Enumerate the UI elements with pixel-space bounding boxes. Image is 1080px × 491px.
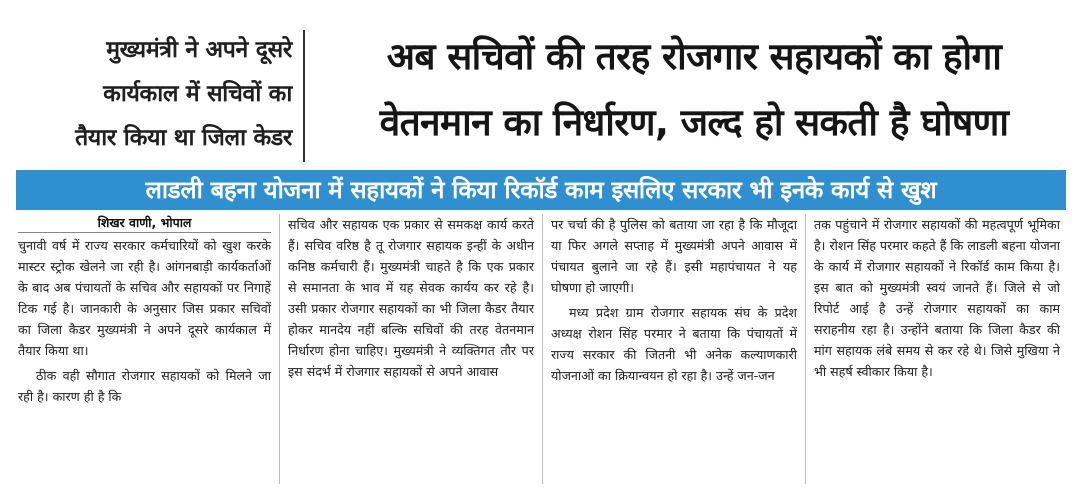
paragraph: मध्य प्रदेश ग्राम रोजगार सहायक संघ के प्रदेश अध्यक्ष रोशन सिंह परमार ने बताया कि पंचायतों में राज्य सरकार की जितनी भी अनेक कल्याणकारी योजनाओं का क्रियान्वयन हो रहा है। उन्हें जन-जन bbox=[551, 305, 797, 383]
article-column-2 bbox=[279, 214, 542, 484]
paragraph: सचिव और सहायक एक प्रकार से समकक्ष कार्य करते हैं। सचिव वरिष्ठ है तू रोजगार सहायक इन्हीं के अधीन कनिष्ठ कर्मचारी हैं। मुख्यमंत्री चाहते है कि एक प्रकार से समानता के भाव में यह सेवक कार्यय कर रहे है। उसी प्रकार रोजगार सहायकों का भी जिला कैडर तैयार होकर मानदेय नहीं बल्कि सचिवों की तरह वेतनमान निर्धारण होना चाहिए। मुख्यमंत्री ने व्यक्तिगत तौर पर इस संदर्भ में रोजगार सहायकों से अपने आवास bbox=[288, 217, 534, 379]
side-headline-line-2: कार्यकाल में सचिवों का bbox=[103, 81, 292, 107]
paragraph: तक पहुंचाने में रोजगार सहायकों की महत्वपूर्ण भूमिका है। रोशन सिंह परमार कहते हैं कि लाडली बहना योजना के कार्य में रोजगार सहायकों ने रिकॉर्ड काम किया है। इस बात को मुख्यमंत्री स्वयं जानते हैं। जिले से जो रिपोर्ट आई है उन्हें रोजगार सहायकों का काम सराहनीय रहा है। उन्होंने बताया कि जिला कैडर की मांग सहायक लंबे समय से कर रहे थे। जिसे मुखिया ने भी सहर्ष स्वीकार किया है। bbox=[814, 217, 1060, 379]
paragraph: ठीक वही सौगात रोजगार सहायकों को मिलने जा रही है। कारण ही है कि bbox=[18, 368, 271, 404]
article-column-1 bbox=[16, 214, 279, 484]
article-body bbox=[16, 214, 1068, 484]
main-headline-line-2: वेतनमान का निर्धारण, जल्द हो सकती है घोषणा bbox=[379, 101, 1009, 144]
paragraph: पर चर्चा की है पुलिस को बताया जा रहा है कि मौजूदा या फिर अगले सप्ताह में मुख्यमंत्री अपने आवास में पंचायत बुलाने जा रहे हैं। इसी महापंचायत ने यह घोषणा हो जाएगी। bbox=[551, 217, 797, 295]
article-column-3 bbox=[542, 214, 805, 484]
main-headline-line-1: अब सचिवों की तरह रोजगार सहायकों का होगा bbox=[386, 35, 1002, 78]
byline: शिखर वाणी, भोपाल bbox=[18, 214, 271, 233]
subheadline-banner: लाडली बहना योजना में सहायकों ने किया रिकॉर्ड काम इसलिए सरकार भी इनके कार्य से खुश bbox=[16, 170, 1066, 210]
vertical-divider bbox=[303, 30, 305, 162]
paragraph: चुनावी वर्ष में राज्य सरकार कर्मचारियों को खुश करके मास्टर स्ट्रोक खेलने जा रही है। आंगनबाड़ी कार्यकर्ताओं के बाद अब पंचायतों के सचिव और सहायकों पर निगाहें टिक गई है। जानकारी के अनुसार जिस प्रकार सचिवों का जिला कैडर मुख्यमंत्री ने अपने दूसरे कार्यकाल में तैयार किया था। bbox=[18, 238, 271, 358]
side-headline bbox=[10, 28, 292, 168]
side-headline-line-3: तैयार किया था जिला केडर bbox=[75, 125, 292, 151]
side-headline-line-1: मुख्यमंत्री ने अपने दूसरे bbox=[106, 37, 292, 63]
article-column-4 bbox=[805, 214, 1068, 484]
main-headline bbox=[316, 24, 1072, 169]
